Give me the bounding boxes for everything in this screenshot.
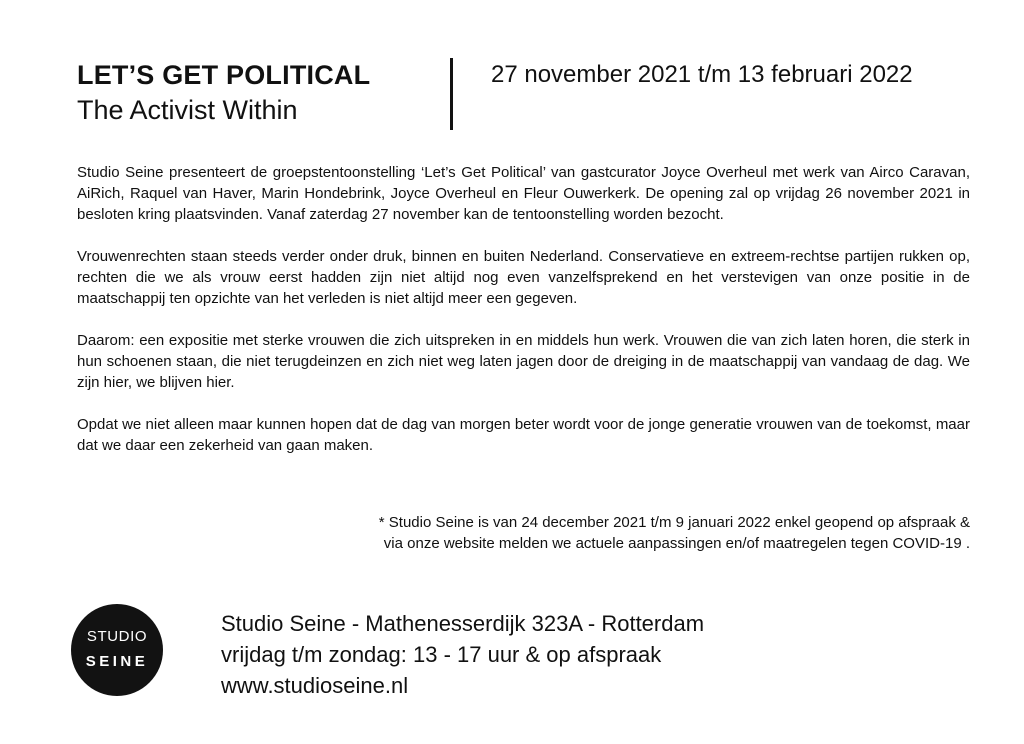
opening-hours: vrijdag t/m zondag: 13 - 17 uur & op afspraak [221,642,662,667]
address: Studio Seine - Mathenesserdijk 323A - Rotterdam [221,611,705,636]
paragraph-context: Vrouwenrechten staan steeds verder onder druk, binnen en buiten Nederland. Conservatieve en extreem-rechtse partijen rukken op, rechten die we als vrouw eerst hadden zijn niet altijd nog even vanzelfsprekend en het verstevigen van onze positie in de maatschappij ten opzichte van het verleden is niet altijd meer een gegeven. [77,248,970,307]
page-subtitle: The Activist Within [77,95,298,125]
vertical-divider [450,58,453,130]
paragraph-goal: Opdat we niet alleen maar kunnen hopen dat de dag van morgen beter wordt voor de jonge generatie vrouwen van de toekomst, maar dat we daar een zekerheid van gaan maken. [77,416,970,454]
note-line-2: via onze website melden we actuele aanpassingen en/of maatregelen tegen COVID-19 . [383,535,970,552]
contact-info [221,608,704,701]
body-text [77,162,970,477]
paragraph-intro: Studio Seine presenteert de groepstentoonstelling ‘Let’s Get Political’ van gastcurator Joyce Overheul met werk van Airco Caravan, AiRich, Raquel van Haver, Marin Hondebrink, Joyce Overheul en Fleur Ouwerkerk. De opening zal op vrijdag 26 november 2021 in besloten kring plaatsvinden. Vanaf zaterdag 27 november kan de tentoonstelling worden bezocht. [77,164,970,223]
paragraph-motivation: Daarom: een expositie met sterke vrouwen die zich uitspreken in en middels hun werk. Vrouwen die van zich laten horen, die sterk in hun schoenen staan, die niet terugdeinzen en zich niet weg laten jagen door de dreiging in de maatschappij van vandaag de dag. We zijn hier, we blijven hier. [77,332,970,391]
website-link[interactable]: www.studioseine.nl [221,673,409,698]
header [77,58,977,138]
logo-text-seine: SEINE [85,653,149,670]
studio-seine-logo [71,604,163,696]
logo-text-studio: STUDIO [86,628,148,645]
page-title: LET’S GET POLITICAL [77,60,371,90]
exhibition-dates: 27 november 2021 t/m 13 februari 2022 [491,61,913,88]
covid-note [77,512,970,554]
note-line-1: * Studio Seine is van 24 december 2021 t/m 9 januari 2022 enkel geopend op afspraak & [378,514,970,531]
